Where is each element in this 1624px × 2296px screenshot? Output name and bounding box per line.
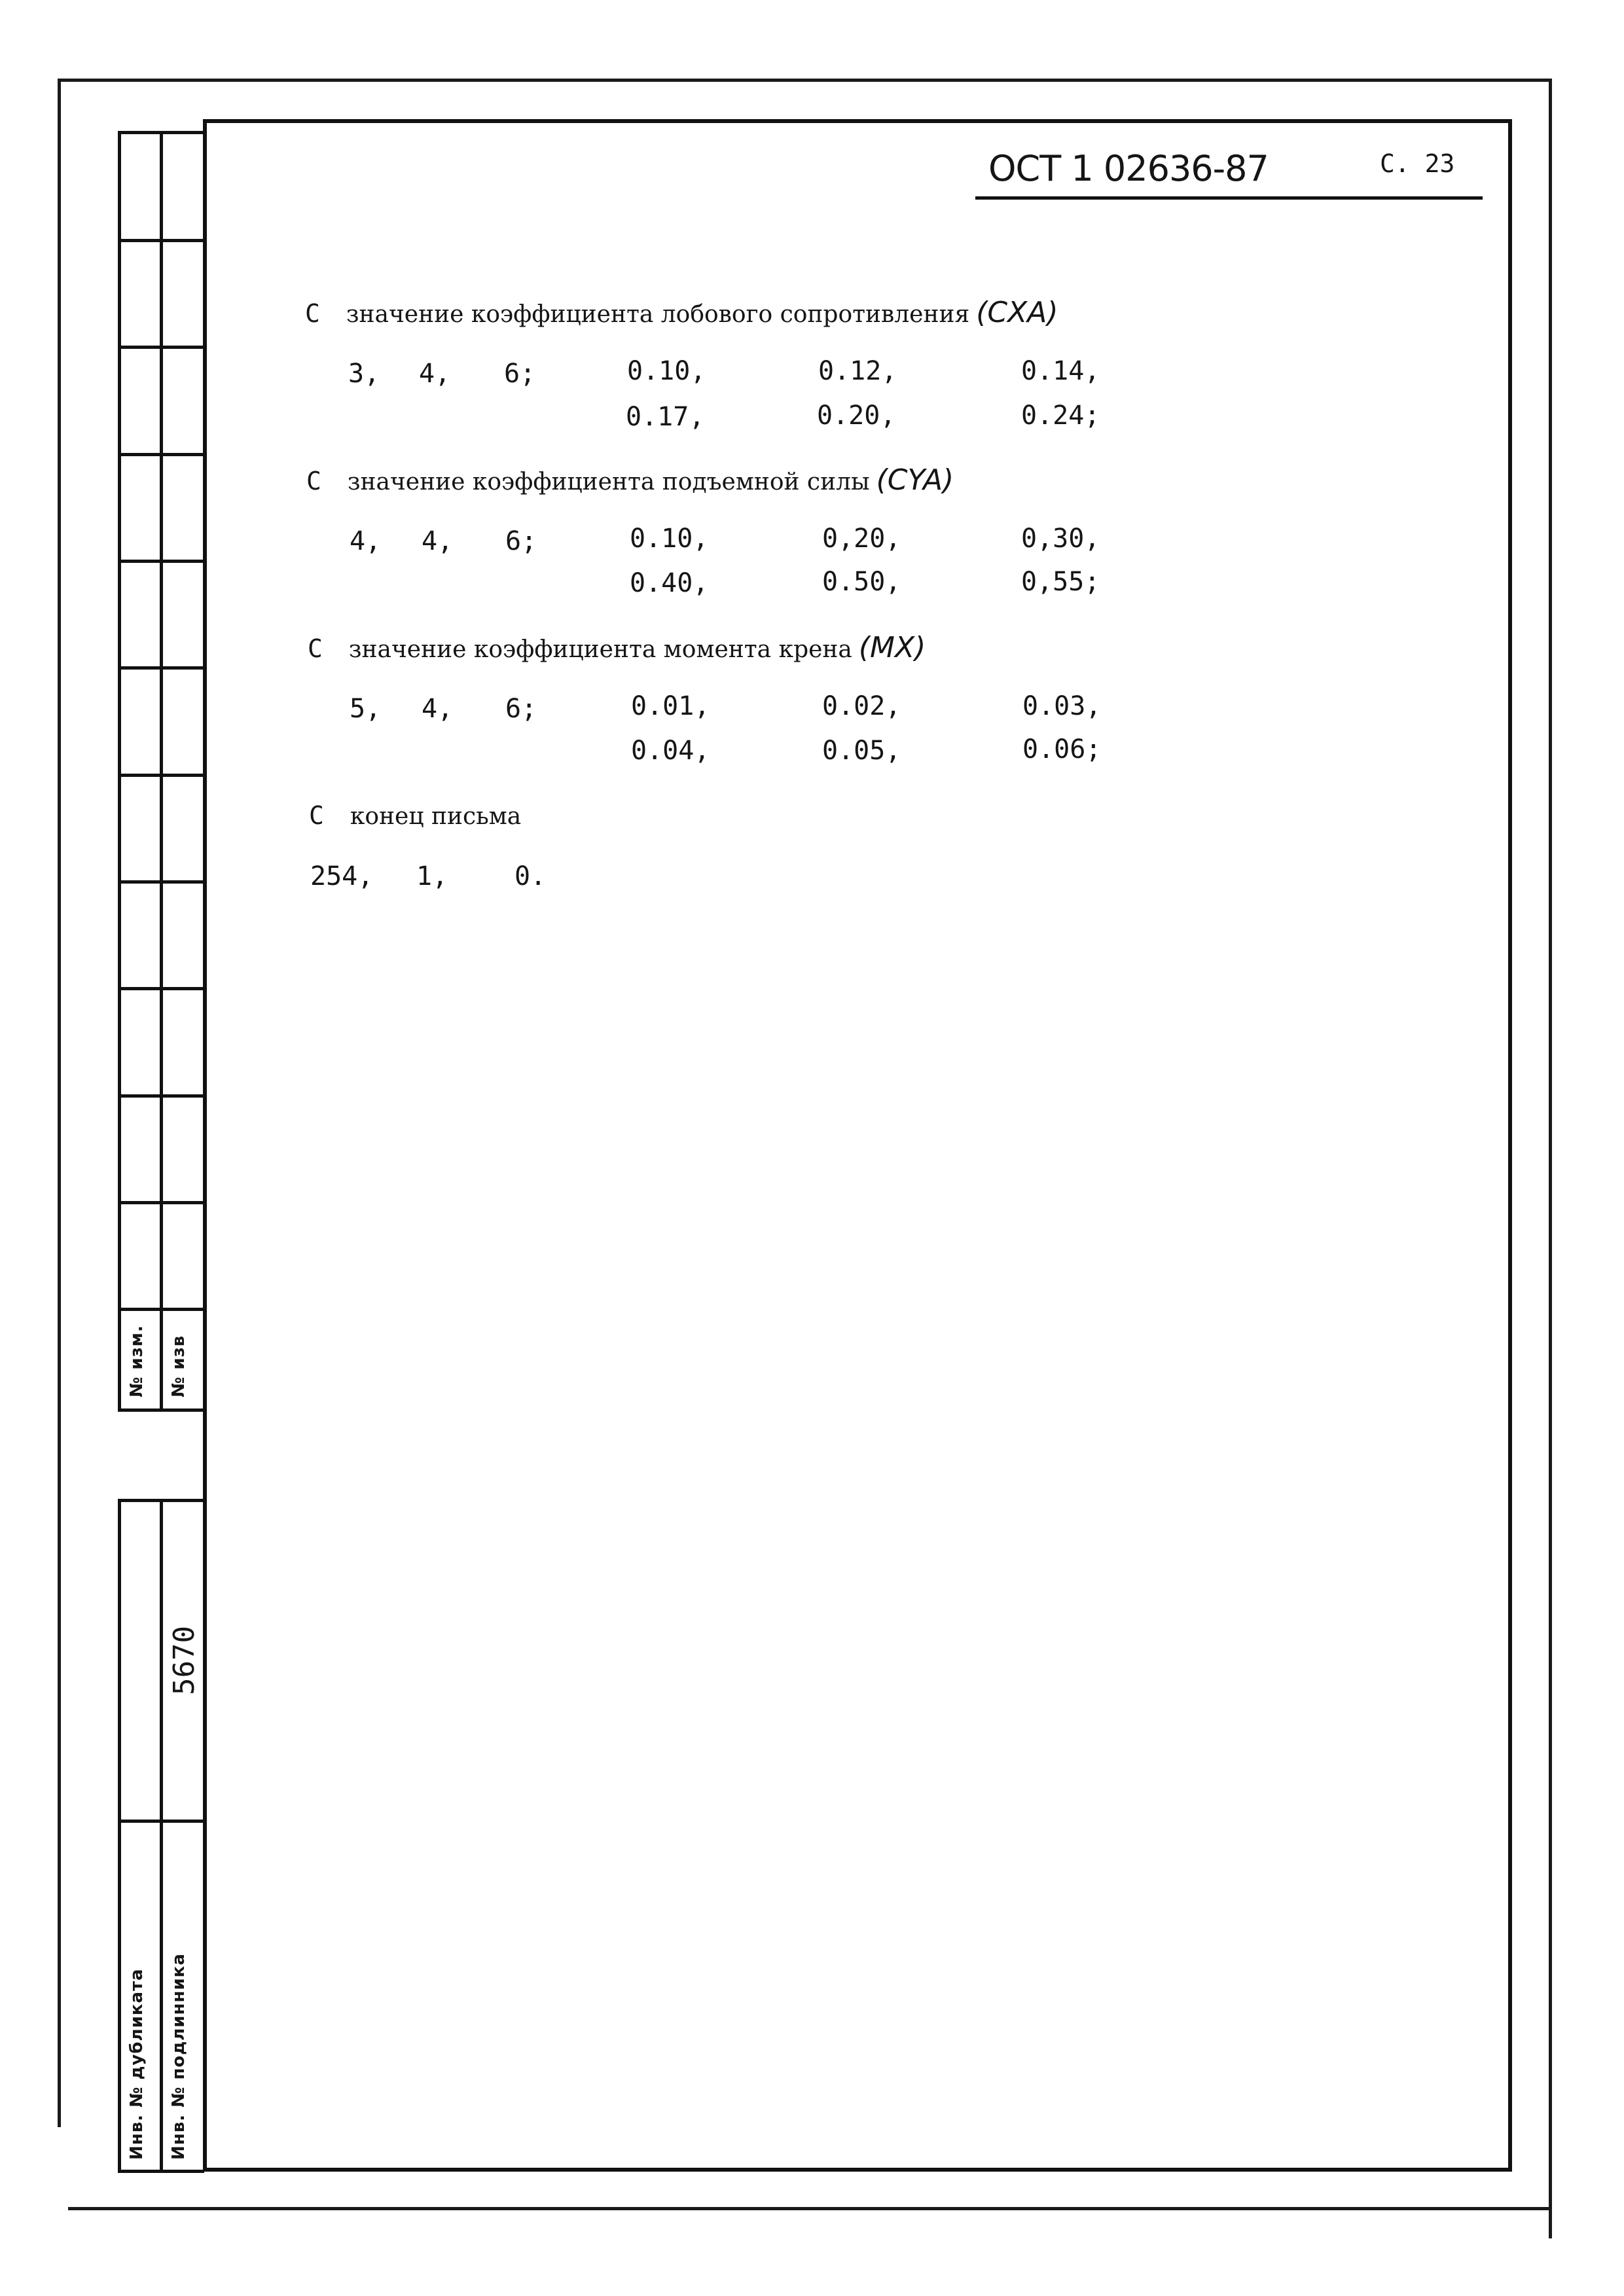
param: 6; — [505, 694, 537, 724]
value: 0.03, — [1022, 691, 1102, 721]
sheet-top-edge — [58, 79, 1549, 82]
margin-line — [118, 1499, 121, 2173]
value: 0,30, — [1021, 524, 1100, 554]
param: 4, — [419, 359, 451, 389]
comment-line-mx — [308, 631, 926, 664]
value: 0.14, — [1021, 356, 1100, 386]
sheet-bottom-edge — [68, 2207, 1549, 2210]
sheet-right-edge — [1549, 79, 1552, 2238]
document-code: ОСТ 1 02636-87 — [988, 148, 1269, 189]
value: 0.10, — [630, 524, 709, 554]
margin-line — [118, 131, 121, 1410]
value: 0,55; — [1021, 567, 1100, 597]
margin-line — [118, 774, 204, 777]
param: 4, — [350, 526, 382, 556]
comment-abbr: (CXA) — [976, 296, 1058, 329]
param: 5, — [350, 694, 382, 724]
end-value: 1, — [416, 861, 448, 891]
margin-line — [118, 560, 204, 563]
comment-line-end — [309, 801, 521, 830]
value: 0.40, — [630, 568, 709, 598]
sheet-left-edge — [58, 79, 61, 2127]
param: 4, — [422, 526, 454, 556]
margin-line — [118, 880, 204, 884]
value: 0.17, — [626, 402, 705, 432]
value: 0.10, — [627, 356, 706, 386]
margin-line — [118, 1308, 204, 1311]
duplicate-inv-label: Инв. № дубликата — [127, 1968, 147, 2160]
value: 0.24; — [1021, 401, 1100, 431]
value: 0,20, — [822, 524, 901, 554]
end-value: 0. — [514, 861, 547, 891]
comment-marker: С — [308, 634, 323, 663]
value: 0.20, — [817, 401, 896, 431]
param: 3, — [348, 359, 380, 389]
comment-text: значение коэффициента момента крена — [348, 636, 852, 663]
value: 0.06; — [1022, 734, 1102, 764]
margin-line — [118, 666, 204, 670]
margin-line — [118, 1201, 204, 1204]
comment-abbr: (CYA) — [876, 463, 954, 497]
margin-line — [160, 131, 163, 1410]
margin-line — [118, 1820, 204, 1823]
value: 0.05, — [822, 736, 901, 766]
param: 6; — [505, 526, 537, 556]
margin-line — [118, 1094, 204, 1098]
margin-line — [118, 346, 204, 349]
margin-line — [118, 1408, 204, 1412]
margin-line — [118, 453, 204, 456]
notice-no-label: № изв — [169, 1335, 189, 1397]
comment-marker: С — [309, 801, 324, 830]
comment-marker: С — [306, 467, 321, 495]
original-inv-label: Инв. № подлинника — [169, 1953, 189, 2160]
comment-line-cxa — [305, 296, 1058, 329]
comment-line-cya — [306, 463, 954, 497]
margin-line — [118, 987, 204, 990]
comment-marker: С — [305, 299, 320, 328]
param: 6; — [504, 359, 536, 389]
comment-text: значение коэффициента подъемной силы — [347, 469, 870, 495]
margin-line — [118, 239, 204, 242]
revision-no-label: № изм. — [127, 1325, 147, 1397]
margin-line — [160, 1499, 163, 2173]
value: 0.02, — [822, 691, 901, 721]
page-number: С. 23 — [1380, 149, 1455, 178]
value: 0.01, — [631, 691, 710, 721]
header-underline — [975, 196, 1483, 200]
param: 4, — [422, 694, 454, 724]
end-value: 254, — [310, 861, 374, 891]
margin-line — [118, 1499, 204, 1502]
original-inv-number: 5670 — [168, 1626, 201, 1695]
value: 0.04, — [631, 736, 710, 766]
comment-text: конец письма — [350, 803, 522, 830]
value: 0.50, — [822, 567, 901, 597]
margin-line — [118, 131, 204, 134]
value: 0.12, — [818, 356, 897, 386]
margin-line — [118, 2170, 204, 2173]
comment-abbr: (MX) — [858, 631, 926, 664]
comment-text: значение коэффициента лобового сопротивления — [346, 301, 970, 328]
